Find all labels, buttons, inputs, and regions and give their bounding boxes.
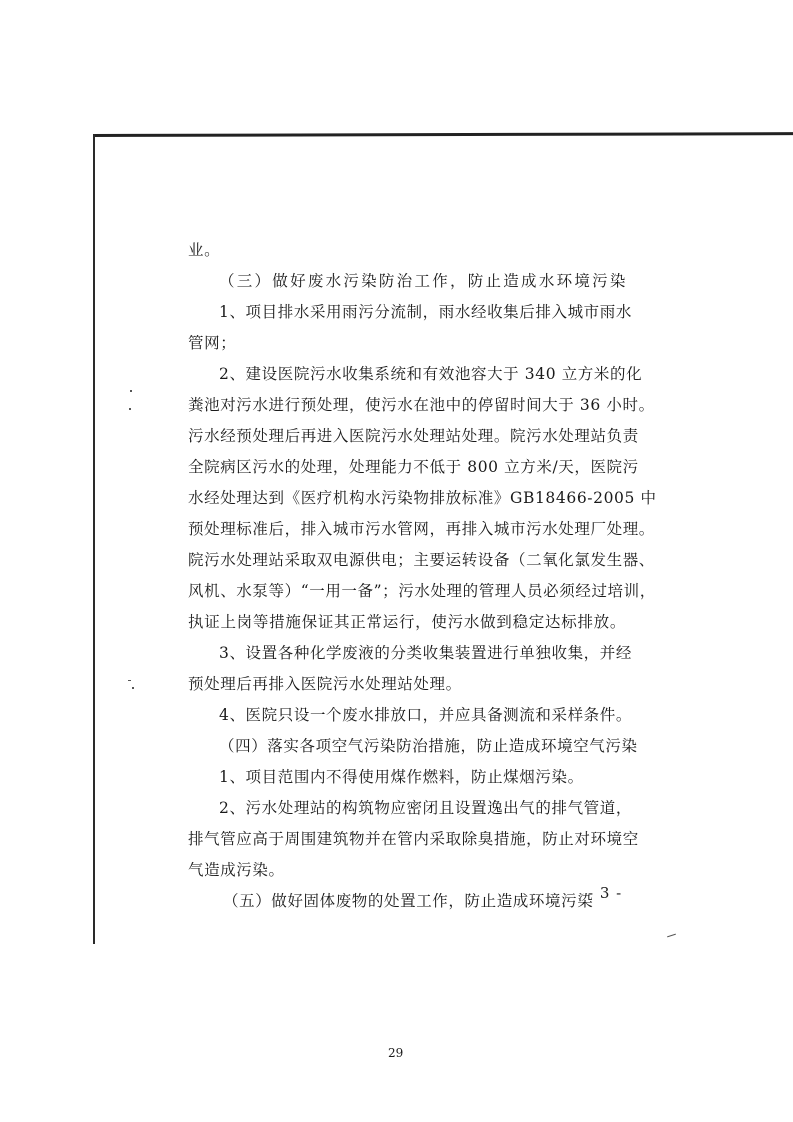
text-line: 1、项目范围内不得使用煤作燃料，防止煤烟污染。: [219, 768, 584, 786]
text-line: 管网；: [188, 334, 237, 352]
text-line: 业。: [188, 241, 221, 259]
frame-left-border: [93, 134, 95, 944]
text-line: 水经处理达到《医疗机构水污染物排放标准》GB18466-2005 中: [188, 489, 657, 507]
footer-page-number: 29: [388, 1046, 404, 1060]
text-line: 3、设置各种化学废液的分类收集装置进行单独收集，并经: [219, 644, 632, 662]
text-line: 2、污水处理站的构筑物应密闭且设置逸出气的排气管道，: [219, 799, 632, 817]
text-line: 全院病区污水的处理，处理能力不低于 800 立方米/天，医院污: [188, 458, 639, 476]
page-number: - 3 -: [588, 884, 623, 902]
text-line: 预处理标准后，排入城市污水管网，再排入城市污水处理厂处理。: [188, 520, 655, 538]
text-line: 污水经预处理后再进入医院污水处理站处理。院污水处理站负责: [188, 427, 639, 445]
document-body: [188, 235, 657, 917]
text-line: 风机、水泵等）“一用一备”；污水处理的管理人员必须经过培训，: [188, 582, 656, 600]
text-line: 4、医院只设一个废水排放口，并应具备测流和采样条件。: [219, 706, 632, 724]
text-line: 院污水处理站采取双电源供电；主要运转设备（二氧化氯发生器、: [188, 551, 655, 569]
frame-top-border: [93, 132, 793, 137]
text-line: 粪池对污水进行预处理，使污水在池中的停留时间大于 36 小时。: [188, 396, 655, 414]
text-line: （三）做好废水污染防治工作，防止造成水环境污染: [219, 272, 626, 290]
text-line: （四）落实各项空气污染防治措施，防止造成环境空气污染: [219, 737, 638, 755]
scan-speck: [132, 687, 134, 689]
scan-speck: [129, 408, 131, 410]
text-line: 2、建设医院污水收集系统和有效池容大于 340 立方米的化: [219, 365, 643, 383]
scan-speck: [130, 390, 132, 392]
scan-speck: [667, 934, 676, 938]
scan-speck: [128, 680, 131, 681]
text-line: 1、项目排水采用雨污分流制，雨水经收集后排入城市雨水: [219, 303, 632, 321]
text-line: 预处理后再排入医院污水处理站处理。: [188, 675, 462, 693]
text-line: 气造成污染。: [188, 861, 285, 879]
text-line: 排气管应高于周围建筑物并在管内采取除臭措施，防止对环境空: [188, 830, 639, 848]
text-line: 执证上岗等措施保证其正常运行，使污水做到稳定达标排放。: [188, 613, 626, 631]
text-line: （五）做好固体废物的处置工作，防止造成环境污染: [223, 892, 594, 910]
